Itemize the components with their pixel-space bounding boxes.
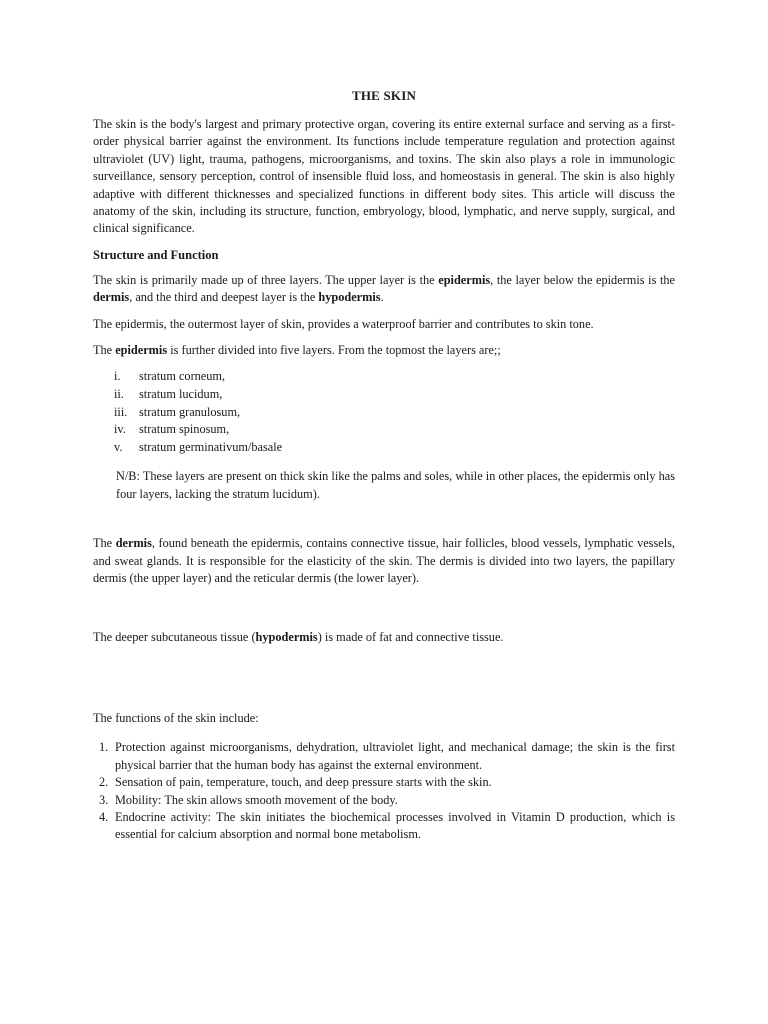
epidermis-five-paragraph (93, 342, 675, 359)
list-item-text: stratum granulosum, (139, 404, 241, 419)
list-item (93, 421, 675, 439)
epidermis-five-term: epidermis (115, 343, 168, 358)
list-item-text: stratum lucidum, (139, 387, 223, 402)
list-item-text: stratum corneum, (139, 369, 226, 384)
list-item-number: iii. (114, 404, 128, 419)
functions-intro: The functions of the skin include: (93, 710, 259, 725)
list-item (93, 439, 675, 457)
list-item (93, 774, 675, 791)
layers-text-2: , the layer below the epidermis is the (490, 272, 676, 287)
hypodermis-text-2: ) is made of fat and connective tissue. (317, 630, 504, 645)
document-page (93, 87, 675, 844)
hypodermis-term: hypodermis (318, 290, 381, 305)
list-item-number: 3. (99, 792, 109, 807)
dermis-bold-term: dermis (115, 536, 152, 551)
list-item (93, 404, 675, 422)
layers-text-1: The skin is primarily made up of three layers. The upper layer is the (93, 272, 439, 287)
list-item-text: stratum germinativum/basale (139, 439, 283, 454)
hypodermis-paragraph (93, 629, 675, 646)
dermis-text-2: , found beneath the epidermis, contains connective tissue, hair follicles, blood vessels, lymphatic vessels, and sweat glands. It is responsible for the elasticity of the skin. The dermis is divided into two layers, the papillary dermis (the upper layer) and the reticular dermis (the lower layer). (93, 536, 675, 586)
list-item-number: 1. (99, 740, 109, 755)
document-title: THE SKIN (351, 88, 417, 103)
list-item-text: Mobility: The skin allows smooth movement of the body. (115, 792, 398, 807)
list-item-number: iv. (114, 422, 126, 437)
structure-heading: Structure and Function (93, 247, 219, 262)
layers-text-4: . (380, 290, 384, 305)
list-item-number: ii. (114, 387, 124, 402)
epidermis-five-text-2: is further divided into five layers. From the topmost the layers are;; (167, 343, 501, 358)
epidermis-five-text-1: The (93, 343, 116, 358)
functions-list (93, 739, 675, 843)
hypodermis-bold-term: hypodermis (255, 630, 318, 645)
dermis-text-1: The (93, 536, 116, 551)
list-item-text: Endocrine activity: The skin initiates the biochemical processes involved in Vitamin D production, which is essential for calcium absorption and normal bone metabolism. (115, 809, 675, 842)
list-item (93, 739, 675, 774)
list-item-text: Sensation of pain, temperature, touch, and deep pressure starts with the skin. (115, 775, 492, 790)
list-item-number: v. (114, 439, 123, 454)
list-item (93, 368, 675, 386)
list-item-text: Protection against microorganisms, dehydration, ultraviolet light, and mechanical damage; the skin is the first physical barrier that the human body has against the external environment. (115, 740, 675, 772)
dermis-term: dermis (93, 290, 130, 305)
list-item (93, 792, 675, 809)
list-item (93, 386, 675, 404)
epidermis-layers-list (93, 368, 675, 456)
list-item (93, 809, 675, 844)
list-item-text: stratum spinosum, (139, 422, 230, 437)
hypodermis-text-1: The deeper subcutaneous tissue ( (93, 630, 256, 645)
layers-text-3: , and the third and deepest layer is the (129, 290, 319, 305)
nb-note: N/B: These layers are present on thick skin like the palms and soles, while in other places, the epidermis only has four layers, lacking the stratum lucidum). (116, 469, 675, 501)
epidermis-outer-paragraph: The epidermis, the outermost layer of skin, provides a waterproof barrier and contributes to skin tone. (93, 316, 594, 331)
list-item-number: 2. (99, 775, 109, 790)
list-item-number: 4. (99, 809, 109, 824)
dermis-paragraph (93, 535, 675, 587)
list-item-number: i. (114, 369, 121, 384)
intro-paragraph: The skin is the body's largest and primary protective organ, covering its entire external surface and serving as a first-order physical barrier against the environment. Its functions include temperature regulation and protection against ultraviolet (UV) light, trauma, pathogens, microorganisms, and toxins. The skin also plays a role in immunologic surveillance, sensory perception, control of insensible fluid loss, and homeostasis in general. The skin is also highly adaptive with different thicknesses and specialized functions in different body sites. This article will discuss the anatomy of the skin, including its structure, function, embryology, blood, lymphatic, and nerve supply, surgical, and clinical significance. (93, 117, 675, 236)
epidermis-term: epidermis (438, 272, 491, 287)
layers-paragraph (93, 272, 675, 307)
